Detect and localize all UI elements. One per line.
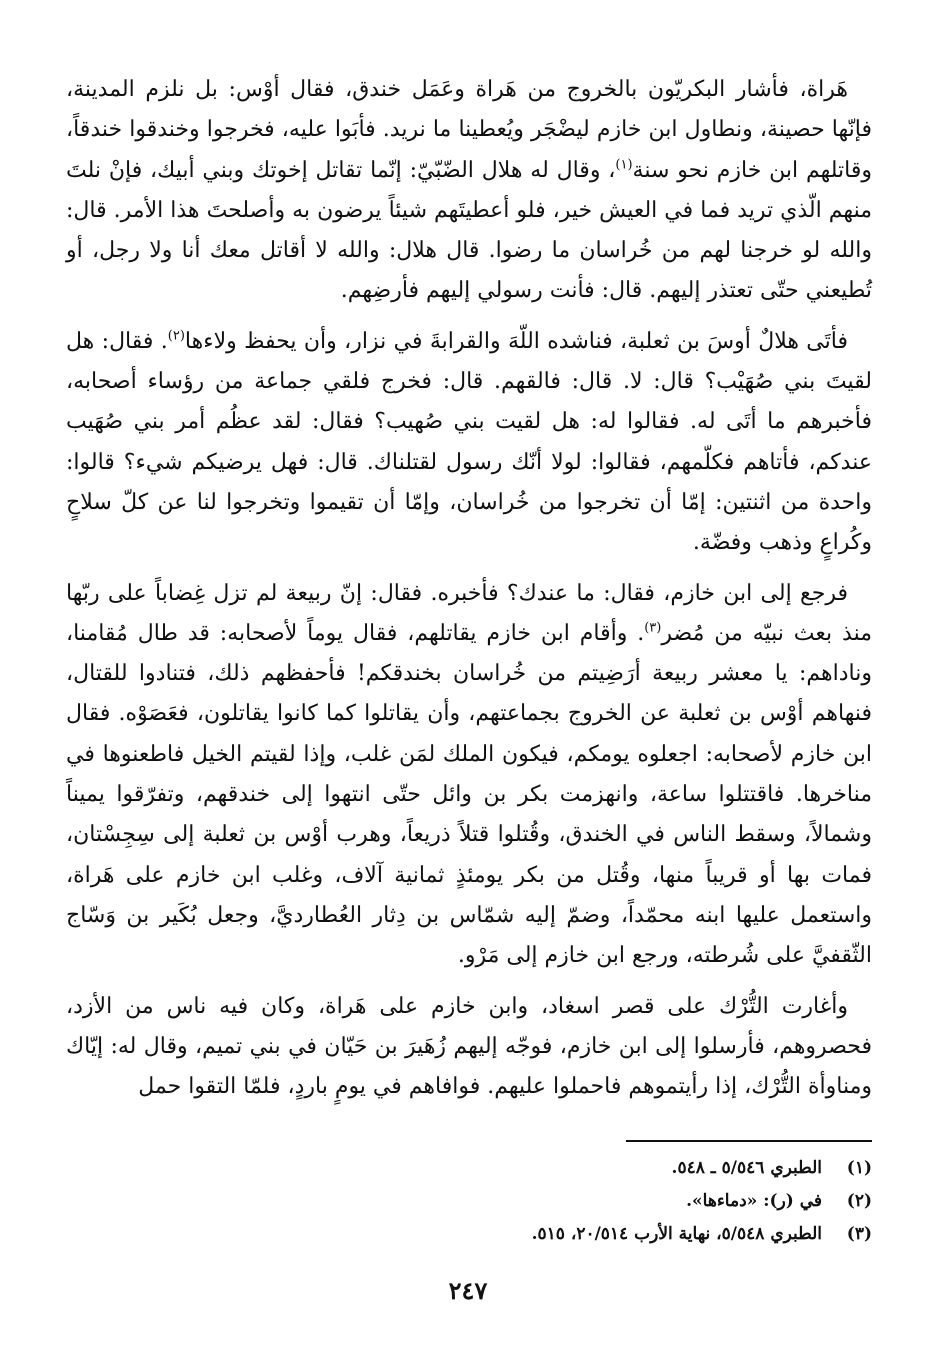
footnote-text: الطبري ٥/٥٤٦ ـ ٥٤٨. [671, 1158, 822, 1178]
paragraph-4-text-a: وأغارت التُّرْك على قصر اسغاد، وابن خازم على هَراة، وكان فيه ناس من الأزد، فحصروهم، فأرسلوا إلى ابن خازم، فوجّه إليهم زُهَيرَ بن حَيّان في بني تميم، وقال له: إيّاك ومناوأة التُّرْك، إذا رأيتموهم فاحملوا عليهم. فوافاهم في يومٍ باردٍ، فلمّا التقوا حمل [66, 993, 872, 1100]
paragraph-2-text-a: فأتَى هلالٌ أوسَ بن ثعلبة، فناشده اللّهَ والقرابةَ في نزار، وأن يحفظ ولاءها [184, 328, 848, 354]
footnote-3 [66, 1218, 872, 1251]
footnote-text: في (ر): «دماءها». [686, 1191, 822, 1211]
footnote-2 [66, 1185, 872, 1218]
footnote-number: (١) [846, 1158, 872, 1178]
paragraph-2 [66, 322, 872, 564]
footnote-number: (٣) [846, 1224, 872, 1244]
paragraph-3-text-b: . وأقام ابن خازم يقاتلهم، فقال يوماً لأصحابه: قد طال مُقامنا، وناداهم: يا معشر ربيعة أرَضِيتم من خُراسان بخندقكم! فأحفظهم ذلك، فتنادوا للقتال، فنهاهم أوْس بن ثعلبة عن الخروج بجماعتهم، وأن يقاتلوا كما كانوا يقاتلون، فعَصَوْه. فقال ابن خازم لأصحابه: اجعلوه يومكم، فيكون الملك لمَن غلب، وإذا لقيتم الخيل فاطعنوها في مناخرها. فاقتتلوا ساعة، وانهزمت بكر بن وائل حتّى انتهوا إلى خندقهم، وتفرّقوا يميناً وشمالاً، وسقط الناس في الخندق، وقُتلوا قتلاً ذريعاً، وهرب أوْس بن ثعلبة إلى سِجِسْتان، فمات بها أو قريباً منها، وقُتل من بكر يومئذٍ ثمانية آلاف، وغلب ابن خازم على هَراة، واستعمل عليها ابنه محمّداً، وضمّ إليه شمّاس بن دِثار العُطارديَّ، وجعل بُكَير بن وَسّاج الثّقفيَّ على شُرطته، ورجع ابن خازم إلى مَرْو. [66, 620, 872, 969]
paragraph-2-text-b: . فقال: هل لقيتَ بني صُهَيْب؟ قال: لا. قال: فالقهم. قال: فخرج فلقي جماعة من رؤساء أصحابه، فأخبرهم ما أتَى له. فقالوا له: هل لقيت بني صُهيب؟ فقال: لقد عظُم أمر بني صُهَيب عندكم، فأتاهم فكلّمهم، فقالوا: لولا أنّك رسول لقتلناك. قال: فهل يرضيكم شيء؟ قالوا: واحدة من اثنتين: إمّا أن تخرجوا من خُراسان، وإمّا أن تقيموا وتخرجوا لنا عن كلّ سلاحٍ وكُراعٍ وذهب وفضّة. [66, 328, 872, 556]
main-text [66, 70, 872, 1107]
paragraph-1-text-b: ، وقال له هلال الضّبّيّ: إنّما تقاتل إخوتك وبني أبيك، فإنْ نلتَ منهم الّذي تريد فما في العيش خير، فلو أعطيتَهم شيئاً يرضون به وأصلحتَ هذا الأمر. قال: والله لو خرجنا لهم من خُراسان ما رضوا. قال هلال: والله لا أقاتل معك أنا ولا رجل، أو تُطيعني حتّى تعتذر إليهم. قال: فأنت رسولي إليهم فأرضِهم. [66, 157, 872, 304]
footnote-ref-2: (٢) [167, 328, 185, 344]
footnote-ref-1: (١) [615, 157, 633, 173]
footnote-text: الطبري ٥/٥٤٨، نهاية الأرب ٢٠/٥١٤، ٥١٥. [531, 1224, 822, 1244]
footnote-ref-3: (٣) [644, 620, 662, 636]
paragraph-1 [66, 70, 872, 312]
paragraph-4 [66, 987, 872, 1108]
footnotes [66, 1152, 872, 1251]
paragraph-1-text-a: هَراة، فأشار البكريّون بالخروج من هَراة وعَمَل خندق، فقال أوْس: بل نلزم المدينة، فإنّها حصينة، ونطاول ابن خازم ليضْجَر ويُعطينا ما نريد. فأبَوا عليه، فخرجوا وخندقوا خندقاً، وقاتلهم ابن خازم نحو سنة [66, 77, 872, 183]
footnote-1 [66, 1152, 872, 1185]
paragraph-3-text-a: فرجع إلى ابن خازم، فقال: ما عندك؟ فأخبره. فقال: إنّ ربيعة لم تزل غِضاباً على ربّها منذ بعث نبيّه من مُضر [66, 580, 872, 646]
paragraph-3 [66, 574, 872, 977]
page-number: ٢٤٧ [448, 1276, 488, 1305]
footnote-number: (٢) [846, 1191, 872, 1211]
footnote-separator [626, 1140, 872, 1142]
